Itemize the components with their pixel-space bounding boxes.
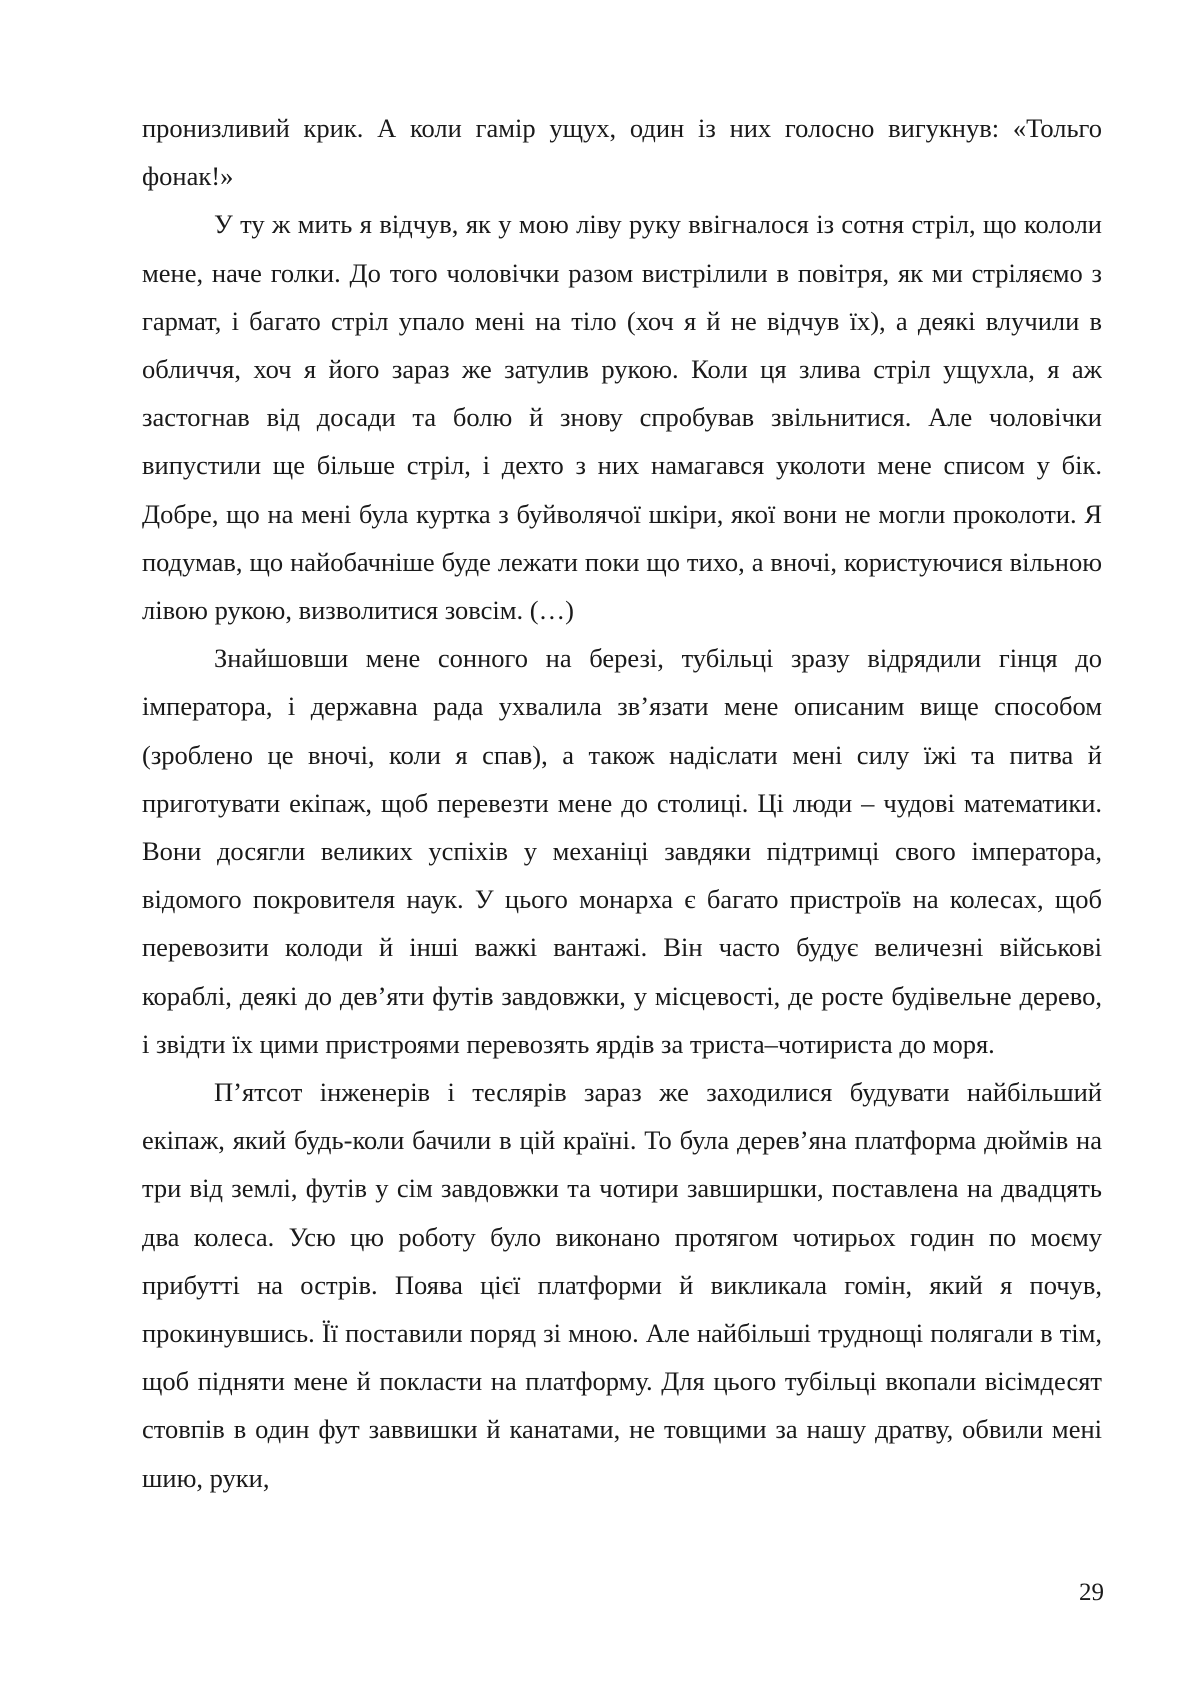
paragraph-2: У ту ж мить я відчув, як у мою ліву руку ввігналося із сотня стріл, що кололи мене, наче голки. До того чоловічки разом вистрілили в повітря, як ми стріляємо з гармат, і багато стріл упало мені на тіло (хоч я й не відчув їх), а деякі влучили в обличчя, хоч я його зараз же затулив рукою. Коли ця злива стріл ущухла, я аж застогнав від досади та болю й знову спробував звільнитися. Але чоловічки випустили ще більше стріл, і дехто з них намагався уколоти мене списом у бік. Добре, що на мені була куртка з буйволячої шкіри, якої вони не могли проколоти. Я подумав, що найобачніше буде лежати поки що тихо, а вночі, користуючися вільною лівою рукою, визволитися зовсім. (…) [142,209,1102,626]
paragraph-3: Знайшовши мене сонного на березі, тубільці зразу відрядили гінця до імператора, і державна рада ухвалила зв’язати мене описаним вище способом (зроблено це вночі, коли я спав), а також надіслати мені силу їжі та питва й приготувати екіпаж, щоб перевезти мене до столиці. Ці люди – чудові математики. Вони досягли великих успіхів у механіці завдяки підтримці свого імператора, відомого покровителя наук. У цього монарха є багато пристроїв на колесах, щоб перевозити колоди й інші важкі вантажі. Він часто будує величезні військові кораблі, деякі до дев’яти футів завдовжки, у місцевості, де росте будівельне дерево, і звідти їх цими пристроями перевозять ярдів за триста–чотириста до моря. [142,643,1102,1059]
body-text [142,104,1102,1502]
page-number: 29 [1079,1579,1104,1606]
paragraph-1: пронизливий крик. А коли гамір ущух, один із них голосно вигукнув: «Тольго фонак!» [142,113,1102,192]
paragraph-4: П’ятсот інженерів і теслярів зараз же заходилися будувати найбільший екіпаж, який будь-коли бачили в цій країні. То була дерев’яна платформа дюймів на три від землі, футів у сім завдовжки та чотири завширшки, поставлена на двадцять два колеса. Усю цю роботу було виконано протягом чотирьох годин по моєму прибутті на острів. Поява цієї платформи й викликала гомін, який я почув, прокинувшись. Її поставили поряд зі мною. Але найбільші труднощі полягали в тім, щоб підняти мене й покласти на платформу. Для цього тубільці вкопали вісімдесят стовпів в один фут заввишки й канатами, не товщими за нашу дратву, обвили мені шию, руки, [142,1077,1102,1493]
